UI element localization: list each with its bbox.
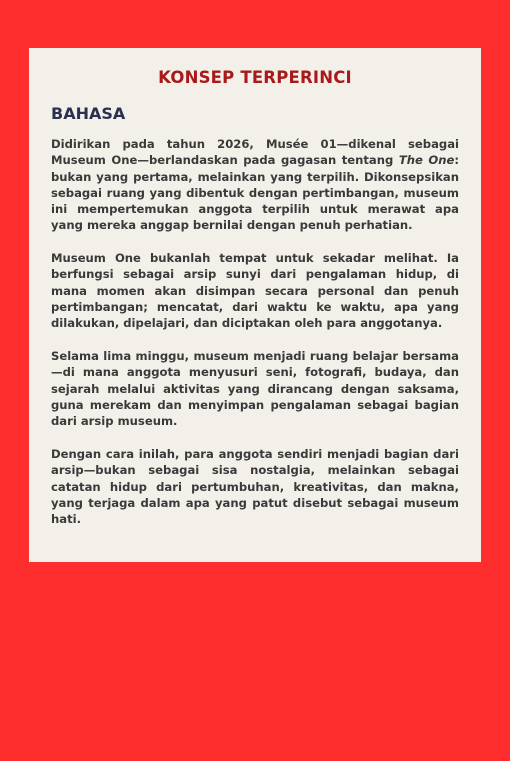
document-title: KONSEP TERPERINCI [158, 68, 352, 87]
paragraph-4: Dengan cara inilah, para anggota sendiri menjadi bagian dari arsip—bukan sebagai sisa nostalgia, melainkan sebagai catatan hidup dari pertumbuhan, kreativitas, dan makna, yang terjaga dalam apa yang patut disebut sebagai museum hati. [51, 446, 459, 527]
paragraph-1-after: : bukan yang pertama, melainkan yang terpilih. Dikonsepsikan sebagai ruang yang dibentuk dengan pertimbangan, museum ini mempertemukan anggota terpilih untuk merawat apa yang mereka anggap bernilai dengan penuh perhatian. [51, 153, 459, 233]
content-card [29, 48, 481, 562]
paragraph-1 [51, 136, 459, 234]
paragraph-1-emphasis: The One [398, 153, 455, 168]
paragraph-2: Museum One bukanlah tempat untuk sekadar melihat. Ia berfungsi sebagai arsip sunyi dari pengalaman hidup, di mana momen akan disimpan secara personal dan penuh pertimbangan; mencatat, dari waktu ke waktu, apa yang dilakukan, dipelajari, dan diciptakan oleh para anggotanya. [51, 251, 459, 331]
paragraph-3: Selama lima minggu, museum menjadi ruang belajar bersama—di mana anggota menyusuri seni, fotografi, budaya, dan sejarah melalui aktivitas yang dirancang dengan saksama, guna merekam dan menyimpan pengalaman sebagai bagian dari arsip museum. [51, 349, 459, 429]
paragraph-1-before: Didirikan pada tahun 2026, Musée 01—dikenal sebagai Museum One—berlandaskan pada gagasan tentang [51, 137, 459, 168]
section-heading: BAHASA [51, 104, 126, 123]
